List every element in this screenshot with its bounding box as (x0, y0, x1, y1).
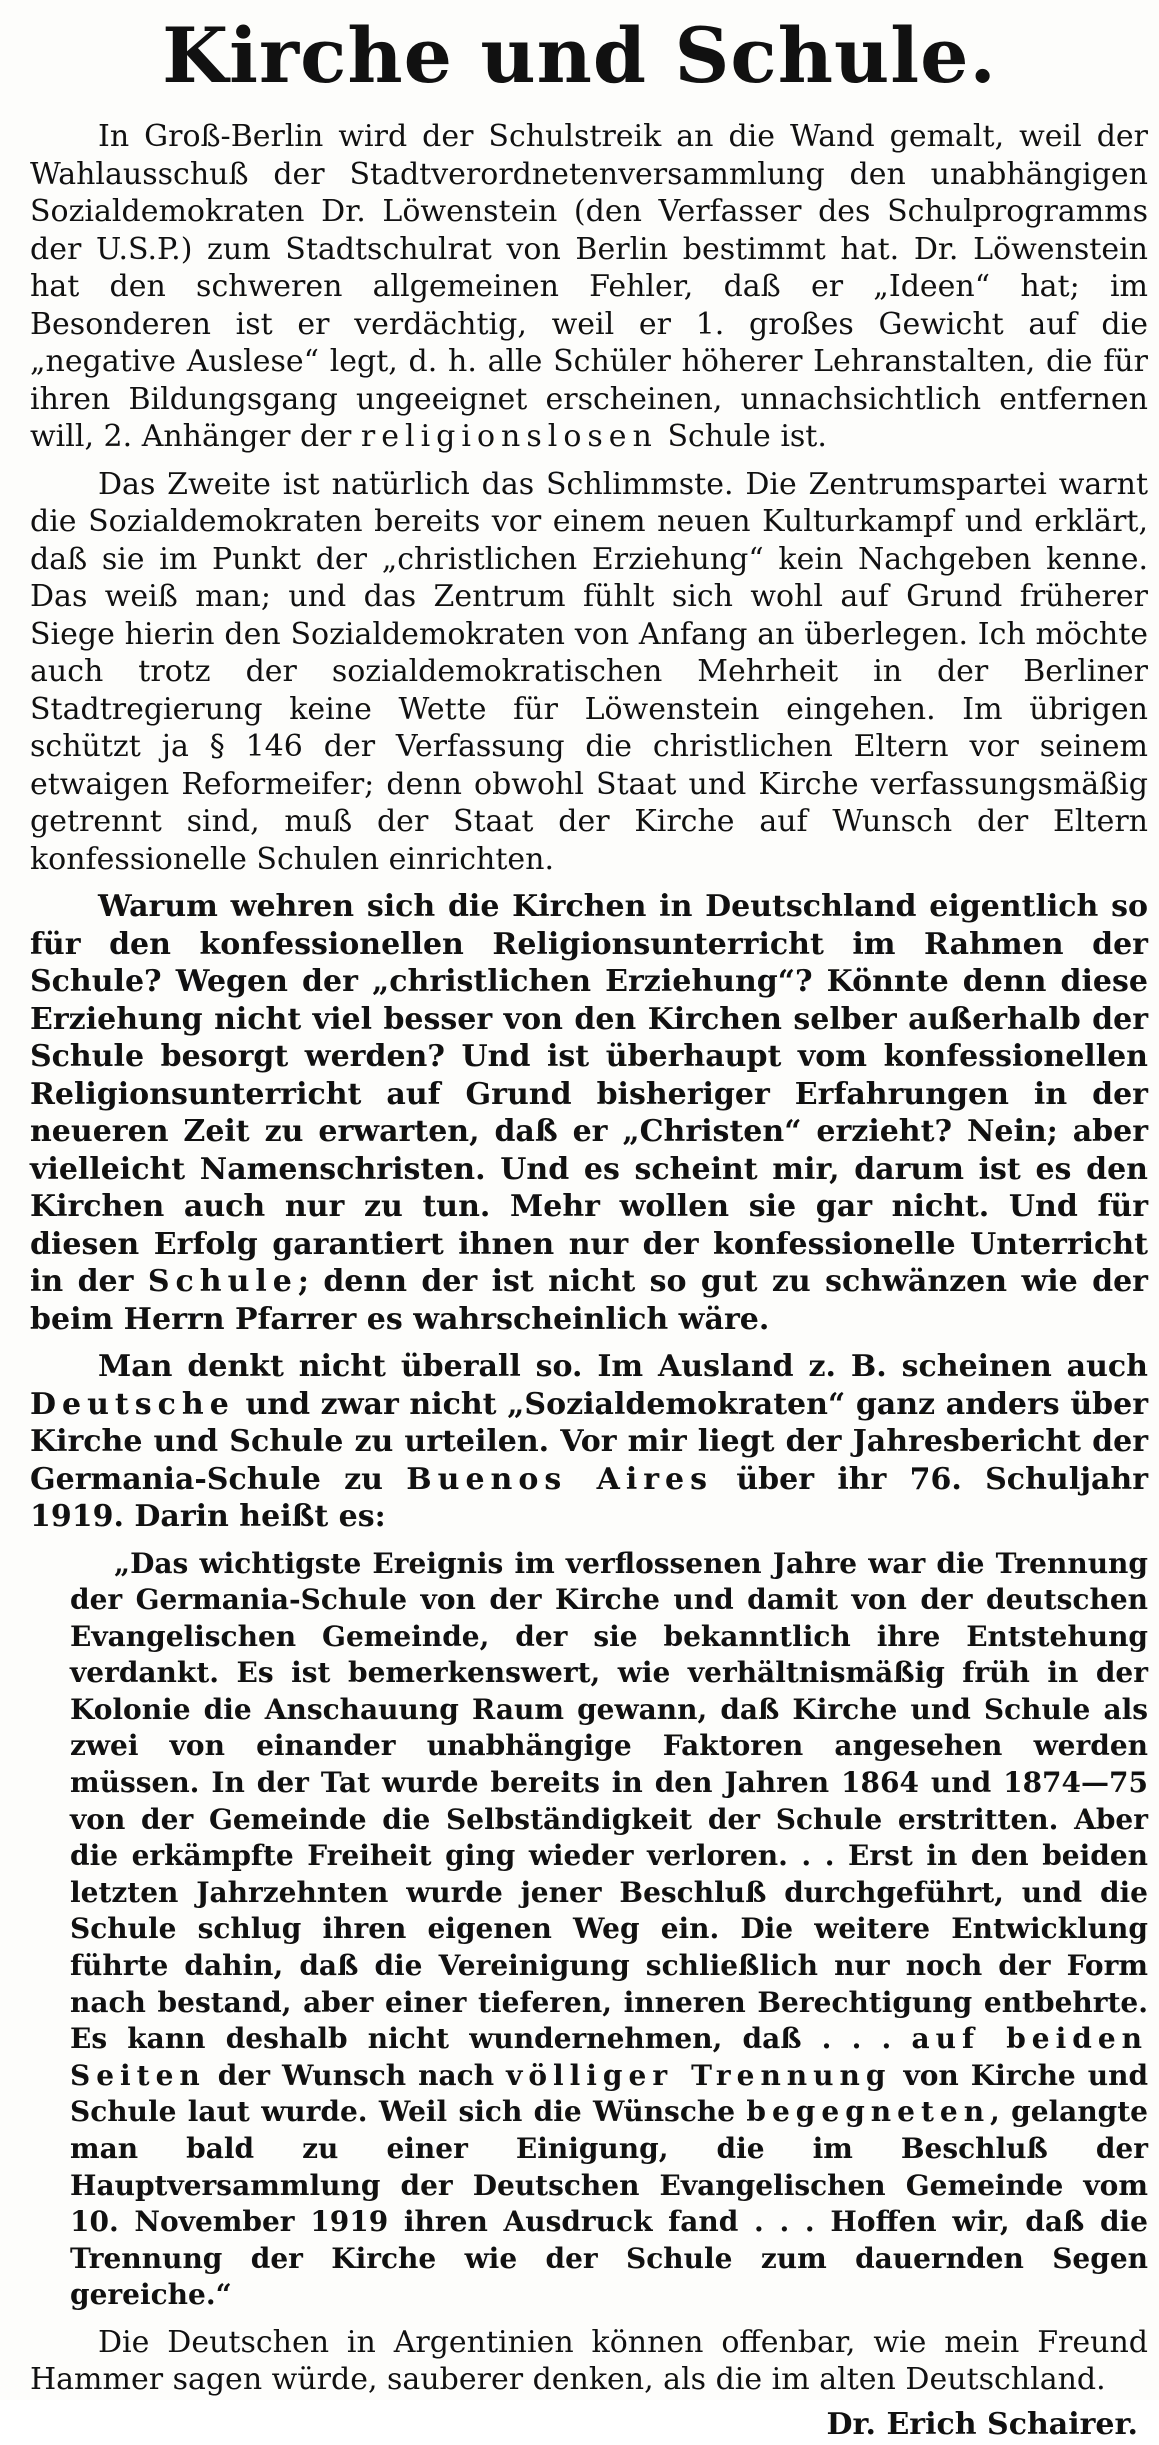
article-title: Kirche und Schule. (162, 11, 997, 100)
quote-part-b: der Wunsch nach (217, 2058, 495, 2092)
paragraph-1-end: Schule ist. (667, 419, 827, 454)
article-body (30, 118, 1148, 2445)
paragraph-3-end: ; denn der ist nicht so gut zu schwänzen wie der beim Herrn Pfarrer es wahrscheinlich wäre. (30, 1264, 1148, 1337)
paragraph-2: Das Zweite ist natürlich das Schlimmste. Die Zentrumspartei warnt die Sozialdemokraten bereits vor einem neuen Kulturkampf und erklärt, daß sie im Punkt der „christlichen Erziehung“ kein Nachgeben kenne. Das weiß man; und das Zentrum fühlt sich wohl auf Grund früherer Siege hierin den Sozialdemokraten von Anfang an überlegen. Ich möchte auch trotz der sozialdemokratischen Mehrheit in der Berliner Stadtregierung keine Wette für Löwenstein eingehen. Im übrigen schützt ja § 146 der Verfassung die christlichen Eltern vor seinem etwaigen Reformeifer; denn obwohl Staat und Kirche verfassungsmäßig getrennt sind, muß der Staat der Kirche auf Wunsch der Eltern konfessionelle Schulen einrichten. (30, 466, 1148, 877)
quote-emphasis-2: völliger Trennung (506, 2058, 892, 2092)
quote-emphasis-1: auf beiden Seiten (70, 2022, 1148, 2092)
quote-part-d: , gelangte man bald zu einer Einigung, die im Beschluß der Hauptversammlung der Deutschen Evangelischen Gemeinde vom 10. November 1919 ihren Ausdruck fand . . . Hoffen wir, daß die Trennung der Kirche wie der Schule zum dauernden Segen gereiche.“ (70, 2095, 1148, 2312)
emphasis-buenos-aires: Buenos Aires (406, 1461, 714, 1497)
paragraph-4-mid: und zwar nicht „Sozialdemokraten“ ganz anders über Kirche und Schule zu urteilen. Vor mir liegt der Jahresbericht der Germania-Schule zu (30, 1386, 1148, 1497)
paragraph-1-text: In Groß-Berlin wird der Schulstreik an die Wand gemalt, weil der Wahlausschuß der Stadtverordnetenversammlung den unabhängigen Sozialdemokraten Dr. Löwenstein (den Verfasser des Schulprogramms der U.S.P.) zum Stadtschulrat von Berlin bestimmt hat. Dr. Löwenstein hat den schweren allgemeinen Fehler, daß er „Ideen“ hat; im Besonderen ist er verdächtig, weil er 1. großes Gewicht auf die „negative Auslese“ legt, d. h. alle Schüler höherer Lehranstalten, die für ihren Bildungsgang ungeeignet erscheinen, unnachsichtlich entfernen will, 2. Anhänger der (30, 119, 1148, 454)
quote-part-a: „Das wichtigste Ereignis im verflossenen Jahre war die Trennung der Germania-Schule von der Kirche und damit von der deutschen Evangelischen Gemeinde, der sie bekanntlich ihre Entstehung verdankt. Es ist bemerkenswert, wie verhältnismäßig früh in der Kolonie die Anschauung Raum gewann, daß Kirche und Schule als zwei von einander unabhängige Faktoren angesehen werden müssen. In der Tat wurde bereits in den Jahren 1864 und 1874—75 von der Gemeinde die Selbständigkeit der Schule erstritten. Aber die erkämpfte Freiheit ging wieder verloren. . . Erst in den beiden letzten Jahrzehnten wurde jener Beschluß durchgeführt, und die Schule schlug ihren eigenen Weg ein. Die weitere Entwicklung führte dahin, daß die Vereinigung schließlich nur noch der Form nach bestand, aber einer tieferen, inneren Berechtigung entbehrte. Es kann deshalb nicht wundernehmen, daß . . . (70, 1546, 1148, 2056)
emphasis-deutsche: Deutsche (30, 1386, 235, 1422)
closing-paragraph: Die Deutschen in Argentinien können offenbar, wie mein Freund Hammer sagen würde, sauberer denken, als die im alten Deutschland. (30, 2324, 1148, 2398)
paragraph-3 (30, 888, 1148, 1338)
author-signature: Dr. Erich Schairer. (826, 2406, 1138, 2442)
emphasis-religionslosen: religionslosen (360, 419, 658, 454)
paragraph-4-start: Man denkt nicht überall so. Im Ausland z. B. scheinen auch (98, 1349, 1148, 1384)
quote-emphasis-3: begegneten (746, 2095, 991, 2129)
paragraph-4 (30, 1348, 1148, 1536)
emphasis-schule: Schule (147, 1264, 298, 1299)
paragraph-4-end: über ihr 76. Schuljahr 1919. Darin heißt es: (30, 1461, 1148, 1534)
quote-part-c: von Kirche und Schule laut wurde. Weil sich die Wünsche (70, 2058, 1149, 2129)
paragraph-3-text: Warum wehren sich die Kirchen in Deutschland eigentlich so für den konfessionellen Religionsunterricht im Rahmen der Schule? Wegen der „christlichen Erziehung“? Könnte denn diese Erziehung nicht viel besser von den Kirchen selber außerhalb der Schule besorgt werden? Und ist überhaupt vom konfessionellen Religionsunterricht auf Grund bisheriger Erfahrungen in der neueren Zeit zu erwarten, daß er „Christen“ erzieht? Nein; aber vielleicht Namenschristen. Und es scheint mir, darum ist es den Kirchen auch nur zu tun. Mehr wollen sie gar nicht. Und für diesen Erfolg garantiert ihnen nur der konfessionelle Unterricht in der (30, 889, 1148, 1299)
paragraph-1 (30, 118, 1148, 456)
block-quote (70, 1546, 1148, 2314)
